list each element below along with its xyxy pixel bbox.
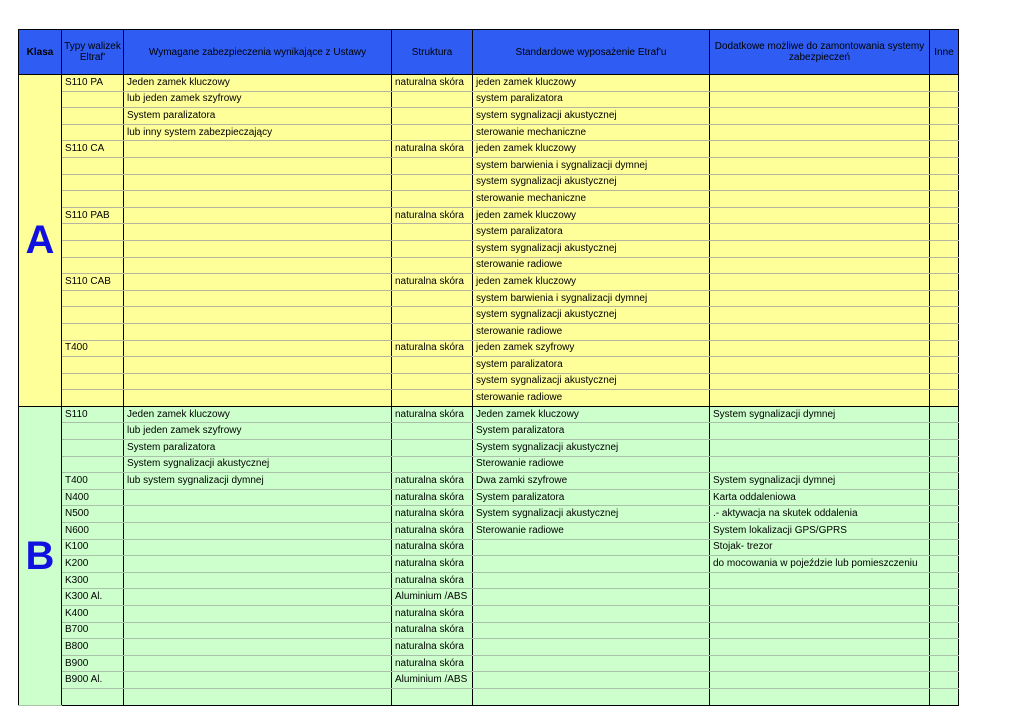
structure-cell[interactable] <box>392 191 473 208</box>
additional-cell[interactable] <box>710 274 930 291</box>
structure-cell[interactable] <box>392 440 473 457</box>
required-cell[interactable] <box>124 373 392 390</box>
structure-cell[interactable] <box>392 124 473 141</box>
structure-cell[interactable]: naturalna skóra <box>392 572 473 589</box>
standard-cell[interactable]: jeden zamek kluczowy <box>473 141 710 158</box>
other-cell[interactable] <box>930 91 959 108</box>
other-cell[interactable] <box>930 440 959 457</box>
other-cell[interactable] <box>930 274 959 291</box>
type-cell[interactable]: N600 <box>62 523 124 540</box>
other-cell[interactable] <box>930 75 959 92</box>
standard-cell[interactable]: system barwienia i sygnalizacji dymnej <box>473 157 710 174</box>
additional-cell[interactable] <box>710 340 930 357</box>
standard-cell[interactable] <box>473 606 710 623</box>
required-cell[interactable]: Jeden zamek kluczowy <box>124 75 392 92</box>
other-cell[interactable] <box>930 423 959 440</box>
other-cell[interactable] <box>930 489 959 506</box>
table-row <box>19 323 959 340</box>
table-row <box>19 174 959 191</box>
structure-cell[interactable] <box>392 307 473 324</box>
structure-cell[interactable]: naturalna skóra <box>392 639 473 656</box>
table-row <box>19 672 959 689</box>
required-cell[interactable] <box>124 340 392 357</box>
standard-cell[interactable] <box>473 589 710 606</box>
other-cell[interactable] <box>930 340 959 357</box>
other-cell[interactable] <box>930 456 959 473</box>
type-cell[interactable]: S110 CA <box>62 141 124 158</box>
required-cell[interactable] <box>124 390 392 407</box>
other-cell[interactable] <box>930 174 959 191</box>
other-cell[interactable] <box>930 323 959 340</box>
type-cell[interactable] <box>62 373 124 390</box>
table-row <box>19 108 959 125</box>
standard-cell[interactable] <box>473 639 710 656</box>
standard-cell[interactable]: jeden zamek kluczowy <box>473 75 710 92</box>
table-row <box>19 91 959 108</box>
structure-cell[interactable] <box>392 290 473 307</box>
type-cell[interactable] <box>62 124 124 141</box>
standard-cell[interactable]: System sygnalizacji akustycznej <box>473 506 710 523</box>
additional-cell[interactable] <box>710 257 930 274</box>
other-cell[interactable] <box>930 207 959 224</box>
structure-cell[interactable] <box>392 373 473 390</box>
additional-cell[interactable] <box>710 589 930 606</box>
table-row <box>19 124 959 141</box>
additional-cell[interactable] <box>710 174 930 191</box>
additional-cell[interactable] <box>710 390 930 407</box>
other-cell[interactable] <box>930 257 959 274</box>
required-cell[interactable] <box>124 639 392 656</box>
header-struktura[interactable]: Struktura <box>392 30 473 75</box>
table-row <box>19 357 959 374</box>
structure-cell[interactable] <box>392 257 473 274</box>
standard-cell[interactable]: sterowanie mechaniczne <box>473 191 710 208</box>
structure-cell[interactable]: naturalna skóra <box>392 606 473 623</box>
other-cell[interactable] <box>930 572 959 589</box>
standard-cell[interactable]: sterowanie radiowe <box>473 323 710 340</box>
type-cell[interactable]: K200 <box>62 556 124 573</box>
structure-cell[interactable] <box>392 357 473 374</box>
table-row <box>19 572 959 589</box>
required-cell[interactable] <box>124 589 392 606</box>
required-cell[interactable] <box>124 240 392 257</box>
table-row <box>19 141 959 158</box>
table-row <box>19 257 959 274</box>
type-cell[interactable] <box>62 307 124 324</box>
standard-cell[interactable]: system barwienia i sygnalizacji dymnej <box>473 290 710 307</box>
structure-cell[interactable] <box>392 108 473 125</box>
type-cell[interactable] <box>62 440 124 457</box>
additional-cell[interactable] <box>710 572 930 589</box>
structure-cell[interactable]: naturalna skóra <box>392 506 473 523</box>
required-cell[interactable] <box>124 523 392 540</box>
other-cell[interactable] <box>930 622 959 639</box>
type-cell[interactable]: K100 <box>62 539 124 556</box>
additional-cell[interactable] <box>710 290 930 307</box>
type-cell[interactable] <box>62 357 124 374</box>
other-cell[interactable] <box>930 506 959 523</box>
standard-cell[interactable]: Sterowanie radiowe <box>473 456 710 473</box>
table-row <box>19 440 959 457</box>
klasa-label[interactable]: A <box>19 75 62 407</box>
type-cell[interactable]: B900 Al. <box>62 672 124 689</box>
required-cell[interactable]: lub inny system zabezpieczający <box>124 124 392 141</box>
table-row <box>19 606 959 623</box>
table-row <box>19 523 959 540</box>
required-cell[interactable]: System paralizatora <box>124 440 392 457</box>
table-row <box>19 307 959 324</box>
header-klasa[interactable]: Klasa <box>19 30 62 75</box>
additional-cell[interactable] <box>710 224 930 241</box>
required-cell[interactable]: lub jeden zamek szyfrowy <box>124 91 392 108</box>
type-cell[interactable]: K300 Al. <box>62 589 124 606</box>
other-cell[interactable] <box>930 688 959 705</box>
structure-cell[interactable]: naturalna skóra <box>392 207 473 224</box>
table-row <box>19 75 959 92</box>
type-cell[interactable]: K300 <box>62 572 124 589</box>
required-cell[interactable] <box>124 655 392 672</box>
type-cell[interactable] <box>62 257 124 274</box>
structure-cell[interactable]: naturalna skóra <box>392 141 473 158</box>
structure-cell[interactable]: naturalna skóra <box>392 406 473 423</box>
structure-cell[interactable]: Aluminium /ABS <box>392 672 473 689</box>
other-cell[interactable] <box>930 157 959 174</box>
required-cell[interactable] <box>124 323 392 340</box>
table-row <box>19 688 959 705</box>
table-row <box>19 539 959 556</box>
section-a <box>19 75 959 407</box>
other-cell[interactable] <box>930 589 959 606</box>
header-typy[interactable]: Typy walizek Eltraf' <box>62 30 124 75</box>
header-dodatkowe[interactable]: Dodatkowe możliwe do zamontowania systemy zabezpieczeń <box>710 30 930 75</box>
additional-cell[interactable] <box>710 307 930 324</box>
standard-cell[interactable]: Sterowanie radiowe <box>473 523 710 540</box>
required-cell[interactable] <box>124 191 392 208</box>
header-standard[interactable]: Standardowe wyposażenie Etraf'u <box>473 30 710 75</box>
required-cell[interactable] <box>124 274 392 291</box>
type-cell[interactable]: K400 <box>62 606 124 623</box>
type-cell[interactable] <box>62 423 124 440</box>
standard-cell[interactable]: system paralizatora <box>473 357 710 374</box>
required-cell[interactable] <box>124 157 392 174</box>
additional-cell[interactable]: System sygnalizacji dymnej <box>710 473 930 490</box>
klasa-label[interactable]: B <box>19 406 62 705</box>
required-cell[interactable] <box>124 622 392 639</box>
required-cell[interactable] <box>124 257 392 274</box>
additional-cell[interactable] <box>710 191 930 208</box>
type-cell[interactable] <box>62 91 124 108</box>
header-row <box>19 30 959 75</box>
required-cell[interactable]: Jeden zamek kluczowy <box>124 406 392 423</box>
structure-cell[interactable]: naturalna skóra <box>392 274 473 291</box>
table-row <box>19 224 959 241</box>
type-cell[interactable]: S110 PAB <box>62 207 124 224</box>
standard-cell[interactable]: system paralizatora <box>473 224 710 241</box>
type-cell[interactable] <box>62 157 124 174</box>
additional-cell[interactable] <box>710 240 930 257</box>
additional-cell[interactable] <box>710 108 930 125</box>
table-row <box>19 406 959 423</box>
type-cell[interactable] <box>62 290 124 307</box>
standard-cell[interactable]: Jeden zamek kluczowy <box>473 406 710 423</box>
other-cell[interactable] <box>930 539 959 556</box>
section-b <box>19 406 959 705</box>
required-cell[interactable] <box>124 489 392 506</box>
additional-cell[interactable]: System sygnalizacji dymnej <box>710 406 930 423</box>
structure-cell[interactable]: naturalna skóra <box>392 655 473 672</box>
table-row <box>19 639 959 656</box>
additional-cell[interactable] <box>710 672 930 689</box>
table-row <box>19 207 959 224</box>
additional-cell[interactable] <box>710 606 930 623</box>
structure-cell[interactable]: naturalna skóra <box>392 340 473 357</box>
additional-cell[interactable] <box>710 141 930 158</box>
standard-cell[interactable]: system sygnalizacji akustycznej <box>473 240 710 257</box>
required-cell[interactable] <box>124 688 392 705</box>
required-cell[interactable] <box>124 556 392 573</box>
structure-cell[interactable] <box>392 323 473 340</box>
required-cell[interactable] <box>124 141 392 158</box>
other-cell[interactable] <box>930 108 959 125</box>
type-cell[interactable]: N400 <box>62 489 124 506</box>
table-row <box>19 240 959 257</box>
standard-cell[interactable]: sterowanie radiowe <box>473 390 710 407</box>
structure-cell[interactable] <box>392 688 473 705</box>
standard-cell[interactable] <box>473 539 710 556</box>
required-cell[interactable] <box>124 290 392 307</box>
other-cell[interactable] <box>930 357 959 374</box>
type-cell[interactable]: S110 PA <box>62 75 124 92</box>
standard-cell[interactable] <box>473 622 710 639</box>
other-cell[interactable] <box>930 373 959 390</box>
standard-cell[interactable]: system sygnalizacji akustycznej <box>473 174 710 191</box>
additional-cell[interactable]: Karta oddaleniowa <box>710 489 930 506</box>
type-cell[interactable] <box>62 240 124 257</box>
structure-cell[interactable] <box>392 423 473 440</box>
type-cell[interactable] <box>62 191 124 208</box>
type-cell[interactable] <box>62 108 124 125</box>
table-row <box>19 390 959 407</box>
other-cell[interactable] <box>930 523 959 540</box>
additional-cell[interactable] <box>710 373 930 390</box>
additional-cell[interactable]: do mocowania w pojeździe lub pomieszczeniu <box>710 556 930 573</box>
other-cell[interactable] <box>930 655 959 672</box>
structure-cell[interactable] <box>392 174 473 191</box>
type-cell[interactable] <box>62 224 124 241</box>
additional-cell[interactable] <box>710 423 930 440</box>
additional-cell[interactable] <box>710 622 930 639</box>
structure-cell[interactable] <box>392 157 473 174</box>
type-cell[interactable]: T400 <box>62 473 124 490</box>
other-cell[interactable] <box>930 556 959 573</box>
structure-cell[interactable]: naturalna skóra <box>392 473 473 490</box>
other-cell[interactable] <box>930 406 959 423</box>
table-row <box>19 373 959 390</box>
other-cell[interactable] <box>930 290 959 307</box>
table-row <box>19 274 959 291</box>
required-cell[interactable]: lub jeden zamek szyfrowy <box>124 423 392 440</box>
other-cell[interactable] <box>930 141 959 158</box>
header-wymagane[interactable]: Wymagane zabezpieczenia wynikające z Ustawy <box>124 30 392 75</box>
additional-cell[interactable] <box>710 91 930 108</box>
required-cell[interactable] <box>124 539 392 556</box>
required-cell[interactable]: System sygnalizacji akustycznej <box>124 456 392 473</box>
standard-cell[interactable]: system sygnalizacji akustycznej <box>473 108 710 125</box>
additional-cell[interactable] <box>710 688 930 705</box>
table-row <box>19 157 959 174</box>
additional-cell[interactable]: .- aktywacja na skutek oddalenia <box>710 506 930 523</box>
additional-cell[interactable] <box>710 456 930 473</box>
type-cell[interactable]: S110 CAB <box>62 274 124 291</box>
type-cell[interactable]: S110 <box>62 406 124 423</box>
type-cell[interactable]: B900 <box>62 655 124 672</box>
type-cell[interactable] <box>62 456 124 473</box>
type-cell[interactable]: T400 <box>62 340 124 357</box>
table-row <box>19 473 959 490</box>
standard-cell[interactable]: sterowanie radiowe <box>473 257 710 274</box>
structure-cell[interactable]: naturalna skóra <box>392 622 473 639</box>
standard-cell[interactable] <box>473 556 710 573</box>
standard-cell[interactable]: jeden zamek szyfrowy <box>473 340 710 357</box>
additional-cell[interactable]: System lokalizacji GPS/GPRS <box>710 523 930 540</box>
other-cell[interactable] <box>930 224 959 241</box>
table-row <box>19 423 959 440</box>
type-cell[interactable] <box>62 323 124 340</box>
other-cell[interactable] <box>930 390 959 407</box>
other-cell[interactable] <box>930 240 959 257</box>
structure-cell[interactable]: naturalna skóra <box>392 523 473 540</box>
table-row <box>19 340 959 357</box>
required-cell[interactable] <box>124 672 392 689</box>
type-cell[interactable] <box>62 174 124 191</box>
table-row <box>19 191 959 208</box>
additional-cell[interactable] <box>710 357 930 374</box>
required-cell[interactable]: lub system sygnalizacji dymnej <box>124 473 392 490</box>
required-cell[interactable] <box>124 506 392 523</box>
required-cell[interactable] <box>124 357 392 374</box>
table-row <box>19 506 959 523</box>
additional-cell[interactable] <box>710 639 930 656</box>
other-cell[interactable] <box>930 672 959 689</box>
structure-cell[interactable]: naturalna skóra <box>392 556 473 573</box>
table-row <box>19 622 959 639</box>
structure-cell[interactable] <box>392 91 473 108</box>
required-cell[interactable] <box>124 174 392 191</box>
additional-cell[interactable] <box>710 75 930 92</box>
standard-cell[interactable] <box>473 688 710 705</box>
table-row <box>19 655 959 672</box>
structure-cell[interactable] <box>392 224 473 241</box>
required-cell[interactable] <box>124 606 392 623</box>
standard-cell[interactable]: System paralizatora <box>473 489 710 506</box>
other-cell[interactable] <box>930 307 959 324</box>
type-cell[interactable]: B800 <box>62 639 124 656</box>
standard-cell[interactable]: sterowanie mechaniczne <box>473 124 710 141</box>
header-inne[interactable]: Inne <box>930 30 959 75</box>
security-table <box>18 29 959 706</box>
table-row <box>19 290 959 307</box>
table-row <box>19 456 959 473</box>
standard-cell[interactable] <box>473 672 710 689</box>
additional-cell[interactable] <box>710 207 930 224</box>
table-row <box>19 589 959 606</box>
other-cell[interactable] <box>930 606 959 623</box>
other-cell[interactable] <box>930 639 959 656</box>
standard-cell[interactable]: system sygnalizacji akustycznej <box>473 307 710 324</box>
required-cell[interactable] <box>124 224 392 241</box>
standard-cell[interactable] <box>473 655 710 672</box>
standard-cell[interactable] <box>473 572 710 589</box>
table-row <box>19 556 959 573</box>
type-cell[interactable]: N500 <box>62 506 124 523</box>
standard-cell[interactable]: jeden zamek kluczowy <box>473 207 710 224</box>
standard-cell[interactable]: System paralizatora <box>473 423 710 440</box>
structure-cell[interactable]: naturalna skóra <box>392 489 473 506</box>
structure-cell[interactable]: naturalna skóra <box>392 539 473 556</box>
required-cell[interactable] <box>124 207 392 224</box>
required-cell[interactable] <box>124 307 392 324</box>
structure-cell[interactable] <box>392 390 473 407</box>
type-cell[interactable] <box>62 688 124 705</box>
structure-cell[interactable]: Aluminium /ABS <box>392 589 473 606</box>
required-cell[interactable]: System paralizatora <box>124 108 392 125</box>
additional-cell[interactable] <box>710 323 930 340</box>
standard-cell[interactable]: Dwa zamki szyfrowe <box>473 473 710 490</box>
standard-cell[interactable]: jeden zamek kluczowy <box>473 274 710 291</box>
standard-cell[interactable]: system sygnalizacji akustycznej <box>473 373 710 390</box>
additional-cell[interactable]: Stojak- trezor <box>710 539 930 556</box>
standard-cell[interactable]: system paralizatora <box>473 91 710 108</box>
additional-cell[interactable] <box>710 440 930 457</box>
structure-cell[interactable]: naturalna skóra <box>392 75 473 92</box>
structure-cell[interactable] <box>392 240 473 257</box>
other-cell[interactable] <box>930 124 959 141</box>
required-cell[interactable] <box>124 572 392 589</box>
spreadsheet <box>18 29 958 701</box>
additional-cell[interactable] <box>710 157 930 174</box>
structure-cell[interactable] <box>392 456 473 473</box>
other-cell[interactable] <box>930 473 959 490</box>
additional-cell[interactable] <box>710 655 930 672</box>
other-cell[interactable] <box>930 191 959 208</box>
table-row <box>19 489 959 506</box>
standard-cell[interactable]: System sygnalizacji akustycznej <box>473 440 710 457</box>
type-cell[interactable] <box>62 390 124 407</box>
type-cell[interactable]: B700 <box>62 622 124 639</box>
additional-cell[interactable] <box>710 124 930 141</box>
